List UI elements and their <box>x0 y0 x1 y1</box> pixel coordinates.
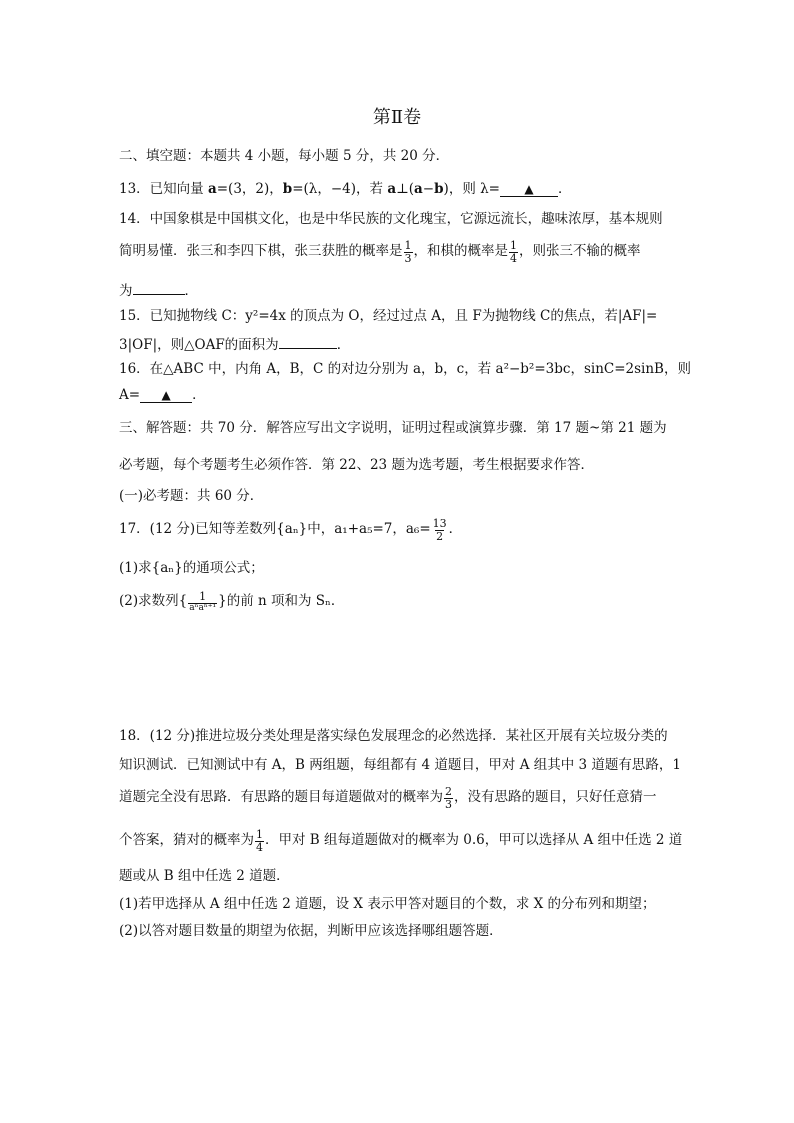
q13-vec-a-2: a <box>387 181 397 197</box>
question-17-line-1 <box>119 514 462 546</box>
q17-part2b: }的前 n 项和为 Sₙ． <box>218 593 345 610</box>
question-18-part-2: (2)以答对题目数量的期望为依据，判断甲应该选择哪组题答题． <box>119 923 503 939</box>
q14-frac2-num: 1 <box>510 238 517 252</box>
q17-fraction-sum <box>188 591 217 613</box>
q18-fraction-guess <box>255 829 264 853</box>
section-3-line-3: (一)必考题：共 60 分． <box>119 488 264 504</box>
q16-answer-blank: ▲ <box>140 389 192 403</box>
q17-line1b: ． <box>448 521 463 538</box>
question-18-line-3 <box>119 782 657 814</box>
q18-fraction-correct <box>444 786 453 810</box>
q13-vec-a: a <box>207 181 217 197</box>
q17-part2-num: 1 <box>199 590 207 603</box>
question-16-line-2 <box>119 389 206 403</box>
q18-line4a: 个答案，猜对的概率为 <box>119 832 254 849</box>
q14-line3a: 为 <box>119 283 133 299</box>
q18-frac2-den: 4 <box>256 840 263 854</box>
q13-prefix: 13．已知向量 <box>119 181 208 197</box>
q14-line2a: 简明易懂．张三和李四下棋，张三获胜的概率是 <box>119 243 403 260</box>
question-18-line-1: 18．(12 分)推进垃圾分类处理是落实绿色发展理念的必然选择．某社区开展有关垃圾分类的 <box>119 728 668 744</box>
q13-vec-b-2: b <box>434 181 444 197</box>
q13-answer-blank: ▲ <box>500 183 558 197</box>
q18-frac1-den: 3 <box>445 797 452 811</box>
q14-fraction-win <box>404 240 413 264</box>
q18-frac2-num: 1 <box>256 827 263 841</box>
question-17-part-2 <box>119 586 344 618</box>
question-18-line-5: 题或从 B 组中任选 2 道题． <box>119 868 290 884</box>
q17-line1a: 17．(12 分)已知等差数列{aₙ}中，a₁+a₅=7，a₆= <box>119 521 431 538</box>
q17-part2-den: aⁿaⁿ⁺¹ <box>189 602 217 613</box>
question-14-line-2 <box>119 237 641 267</box>
q16-line2a: A= <box>119 387 141 403</box>
q13-text4: − <box>422 181 435 197</box>
q13-text1: =(3，2)， <box>216 181 283 197</box>
q13-vec-b: b <box>282 181 293 197</box>
question-13 <box>119 183 571 197</box>
question-15-line-2 <box>119 335 350 353</box>
q15-line2a: 3|OF|，则△OAF的面积为 <box>119 337 279 353</box>
question-15-line-1: 15．已知抛物线 C：y²=4x 的顶点为 O，经过过点 A，且 F为抛物线 C的焦点，若|AF|= <box>119 308 658 324</box>
q14-line3b: ． <box>184 283 198 299</box>
q14-answer-blank <box>133 281 185 295</box>
q15-answer-blank <box>279 335 337 349</box>
q13-text5: )，则 λ= <box>443 181 500 197</box>
question-17-part-1: (1)求{aₙ}的通项公式； <box>119 560 264 576</box>
question-14-line-3 <box>119 281 198 299</box>
question-14-line-1: 14．中国象棋是中国棋文化，也是中华民族的文化瑰宝，它源远流长，趣味浓厚，基本规则 <box>119 211 663 227</box>
section-3-line-1: 三、解答题：共 70 分．解答应写出文字说明，证明过程或演算步骤．第 17 题~第 21 题为 <box>119 420 667 436</box>
question-18-line-2: 知识测试．已知测试中有 A，B 两组题，每组都有 4 道题目，甲对 A 组其中 3 道题有思路，1 <box>119 757 682 773</box>
page-title: 第Ⅱ卷 <box>372 107 422 128</box>
q13-vec-a-3: a <box>414 181 423 197</box>
q18-line3b: ，没有思路的题目，只好任意猜一 <box>454 789 657 806</box>
q13-text3: ⊥( <box>396 181 415 197</box>
question-18-line-4 <box>119 825 682 857</box>
q18-line3a: 道题完全没有思路．有思路的题目每道题做对的概率为 <box>119 789 443 806</box>
q14-line2b: ，和棋的概率是 <box>413 243 508 260</box>
q14-line2c: ，则张三不输的概率 <box>519 243 641 260</box>
q17-frac-num: 13 <box>432 516 447 530</box>
q18-line4b: ．甲对 B 组每道题做对的概率为 0.6，甲可以选择从 A 组中任选 2 道 <box>265 832 683 849</box>
section-3-line-2: 必考题，每个考题考生必须作答．第 22、23 题为选考题，考生根据要求作答． <box>119 457 594 473</box>
question-16-line-1: 16．在△ABC 中，内角 A，B，C 的对边分别为 a，b，c，若 a²−b²=3bc，sinC=2sinB，则 <box>119 361 691 377</box>
q14-frac2-den: 4 <box>510 251 517 265</box>
q18-frac1-num: 2 <box>445 784 452 798</box>
question-18-part-1: (1)若甲选择从 A 组中任选 2 道题，设 X 表示甲答对题目的个数，求 X 的分布列和期望； <box>119 896 656 912</box>
q15-line2b: ． <box>336 337 351 353</box>
q17-frac-den: 2 <box>436 529 444 543</box>
q14-fraction-draw <box>509 240 518 264</box>
q14-frac1-num: 1 <box>404 238 412 252</box>
q17-fraction-a6 <box>432 518 448 542</box>
q14-frac1-den: 3 <box>404 251 412 265</box>
section-2-heading: 二、填空题：本题共 4 小题，每小题 5 分，共 20 分． <box>119 148 450 164</box>
q16-line2b: ． <box>192 387 206 403</box>
q13-end: ． <box>557 181 572 197</box>
q17-part2a: (2)求数列{ <box>119 593 188 610</box>
q13-text2: =(λ，−4)，若 <box>292 181 388 197</box>
